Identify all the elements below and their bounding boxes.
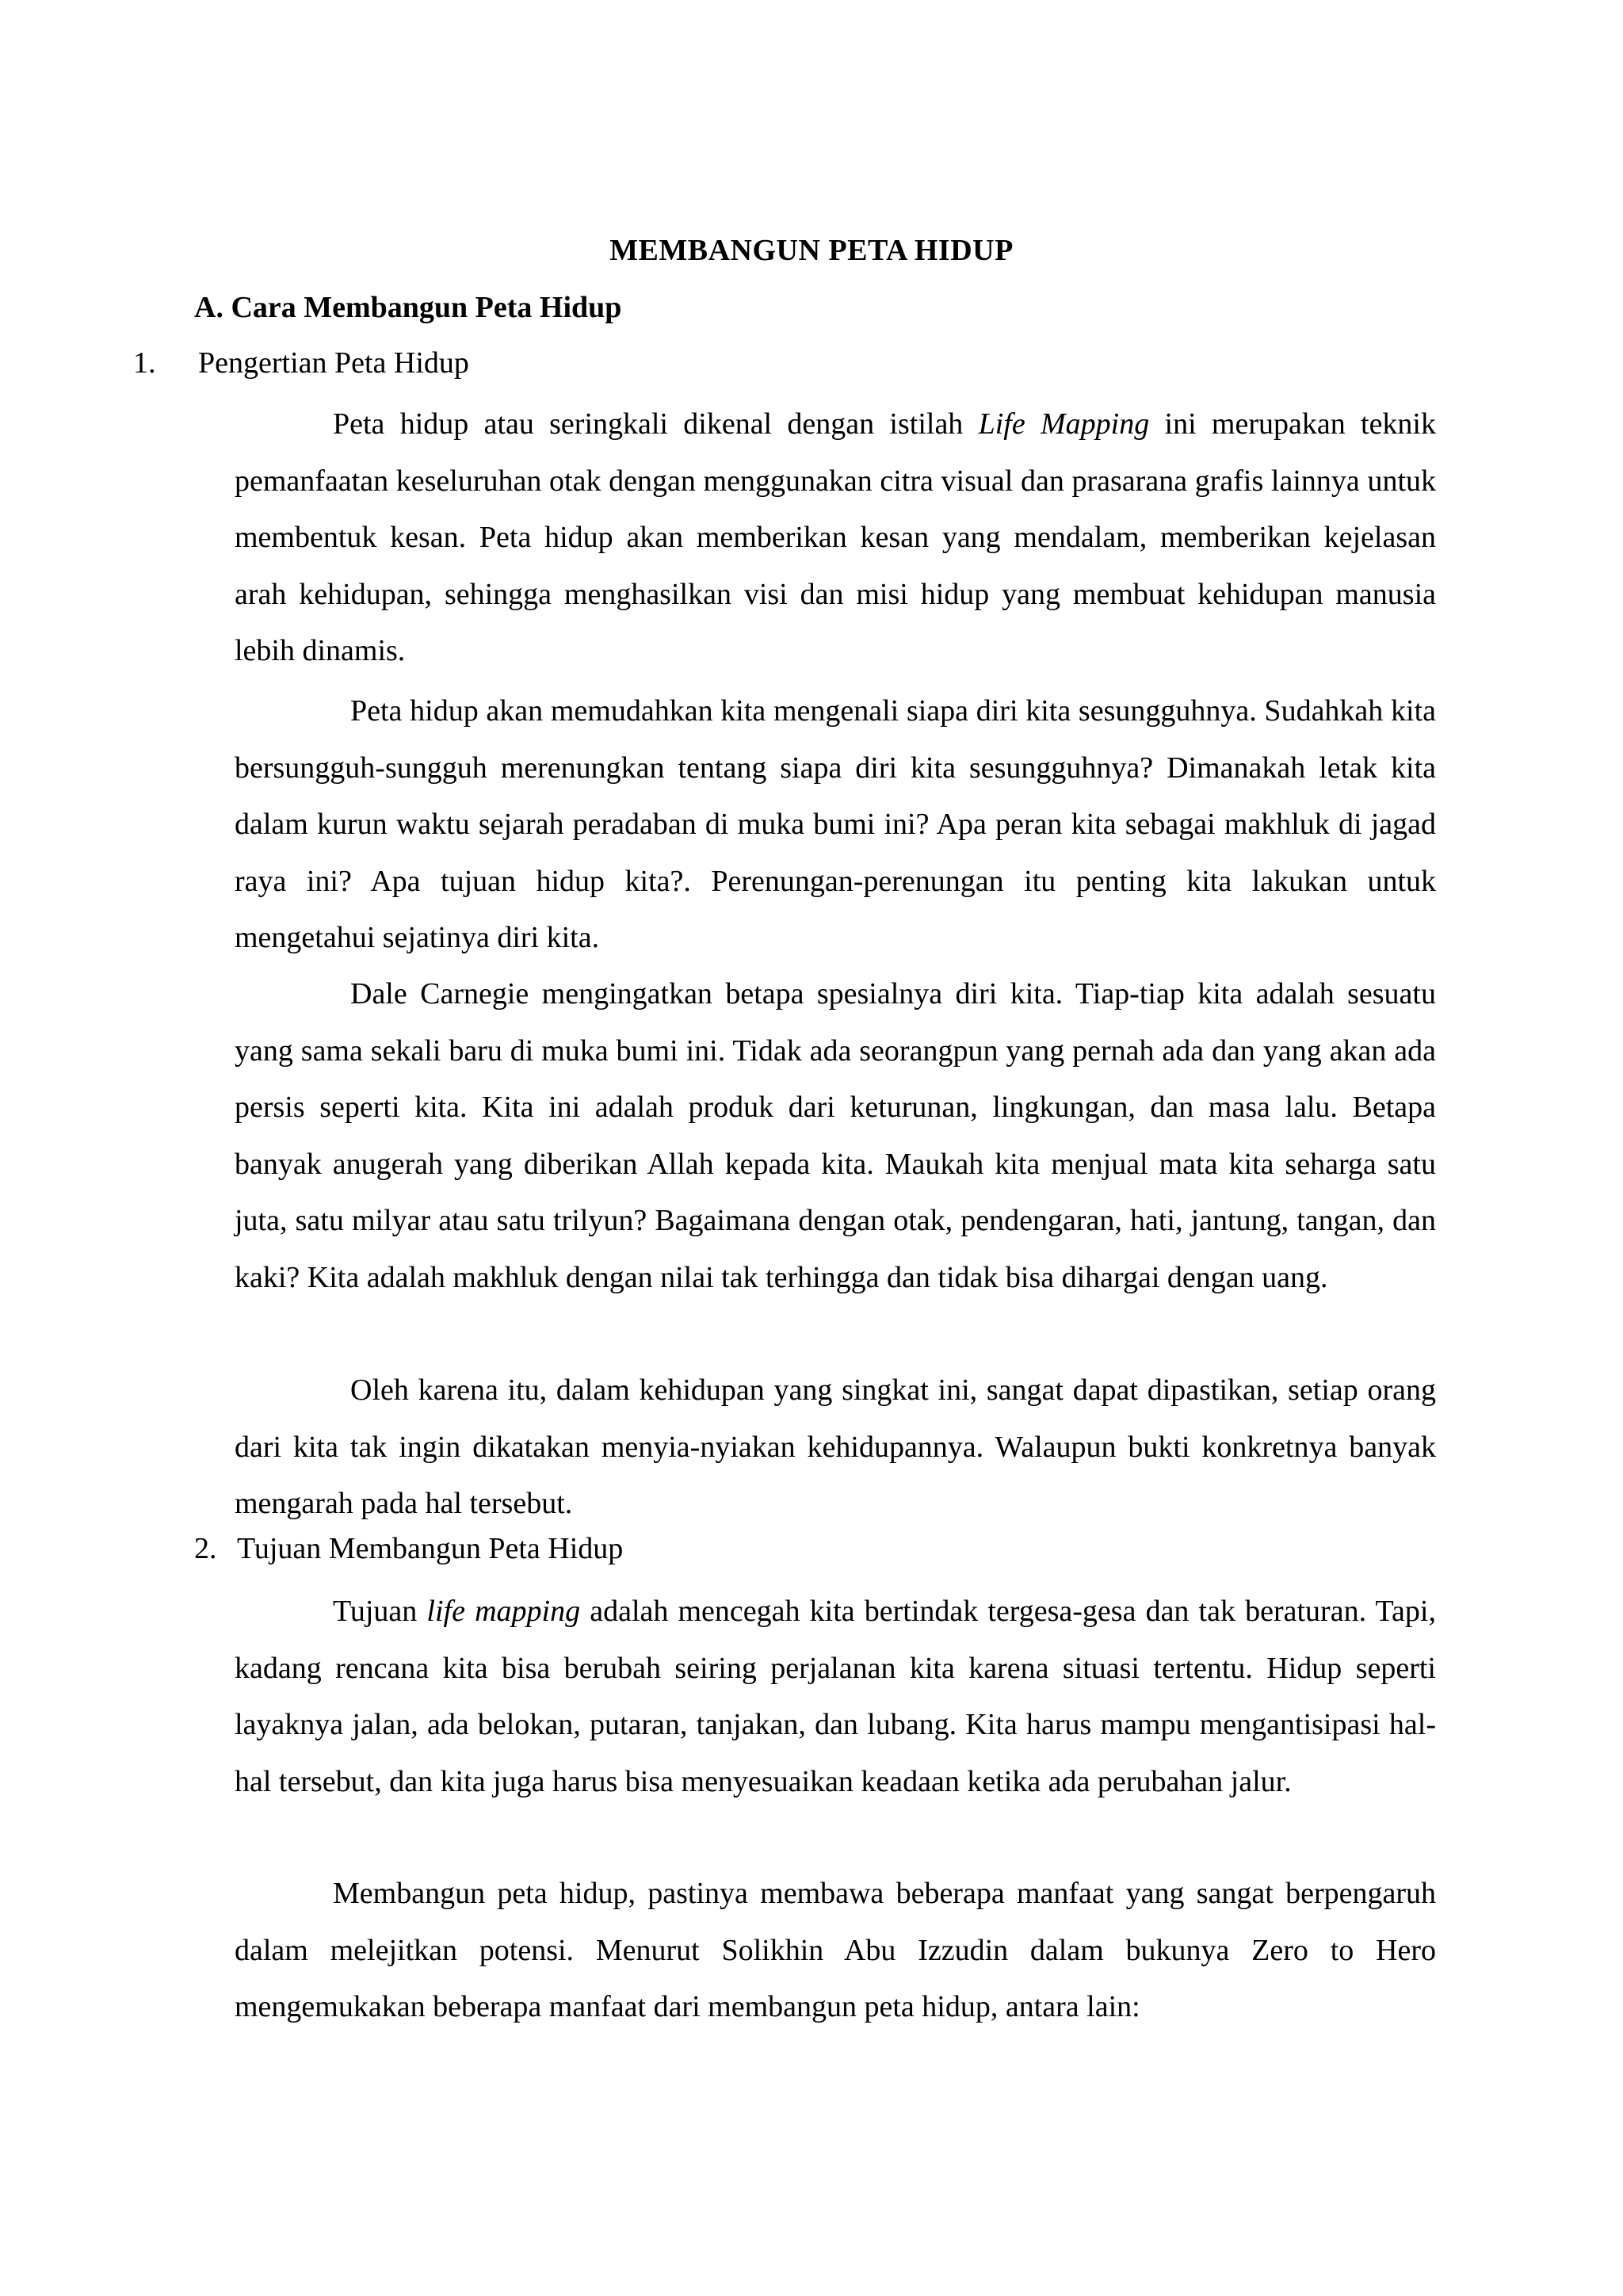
term-life-mapping-lower: life mapping [426,1595,581,1628]
paragraph-definition-start: Peta hidup atau seringkali dikenal dengan istilah [333,407,979,441]
paragraph-definition [235,396,1436,680]
term-life-mapping: Life Mapping [978,407,1150,441]
item-title-1: Pengertian Peta Hidup [198,346,469,380]
item-number-1: 1. [133,346,156,380]
paragraph-dale-carnegie: Dale Carnegie mengingatkan betapa spesialnya diri kita. Tiap-tiap kita adalah sesuatu yang sama sekali baru di muka bumi ini. Tidak ada seorangpun yang pernah ada dan yang akan ada persis seperti kita. Kita ini adalah produk dari keturunan, lingkungan, dan masa lalu. Betapa banyak anugerah yang diberikan Allah kepada kita. Maukah kita menjual mata kita seharga satu juta, satu milyar atau satu trilyun? Bagaimana dengan otak, pendengaran, hati, jantung, tangan, dan kaki? Kita adalah makhluk dengan nilai tak terhingga dan tidak bisa dihargai dengan uang. [235,977,1436,1294]
document-title: MEMBANGUN PETA HIDUP [609,234,1014,267]
paragraph-conclusion: Oleh karena itu, dalam kehidupan yang singkat ini, sangat dapat dipastikan, setiap orang dari kita tak ingin dikatakan menyia-nyiakan kehidupannya. Walaupun bukti konkretnya banyak mengarah pada hal tersebut. [235,1373,1436,1520]
paragraph-purpose-rest: adalah mencegah kita bertindak tergesa-gesa dan tak beraturan. Tapi, kadang rencana kita bisa berubah seiring perjalanan kita karena situasi tertentu. Hidup seperti layaknya jalan, ada belokan, putaran, tanjakan, dan lubang. Kita harus mampu mengantisipasi hal-hal tersebut, dan kita juga harus bisa menyesuaikan keadaan ketika ada perubahan jalur. [235,1595,1436,1798]
paragraph-benefits: Membangun peta hidup, pastinya membawa beberapa manfaat yang sangat berpengaruh dalam melejitkan potensi. Menurut Solikhin Abu Izzudin dalam bukunya Zero to Hero mengemukakan beberapa manfaat dari membangun peta hidup, antara lain: [235,1877,1436,2023]
paragraph-purpose [235,1584,1436,1810]
paragraph-definition-rest: ini merupakan teknik pemanfaatan keseluruhan otak dengan menggunakan citra visual dan prasarana grafis lainnya untuk membentuk kesan. Peta hidup akan memberikan kesan yang mendalam, memberikan kejelasan arah kehidupan, sehingga menghasilkan visi dan misi hidup yang membuat kehidupan manusia lebih dinamis. [235,407,1436,667]
item-number-2: 2. [194,1532,217,1565]
paragraph-purpose-start: Tujuan [333,1595,427,1628]
paragraph-self-knowledge: Peta hidup akan memudahkan kita mengenali siapa diri kita sesungguhnya. Sudahkah kita bersungguh-sungguh merenungkan tentang siapa diri kita sesungguhnya? Dimanakah letak kita dalam kurun waktu sejarah peradaban di muka bumi ini? Apa peran kita sebagai makhluk di jagad raya ini? Apa tujuan hidup kita?. Perenungan-perenungan itu penting kita lakukan untuk mengetahui sejatinya diri kita. [235,694,1436,954]
section-heading-a: A. Cara Membangun Peta Hidup [194,291,622,324]
item-title-2: Tujuan Membangun Peta Hidup [237,1532,624,1565]
